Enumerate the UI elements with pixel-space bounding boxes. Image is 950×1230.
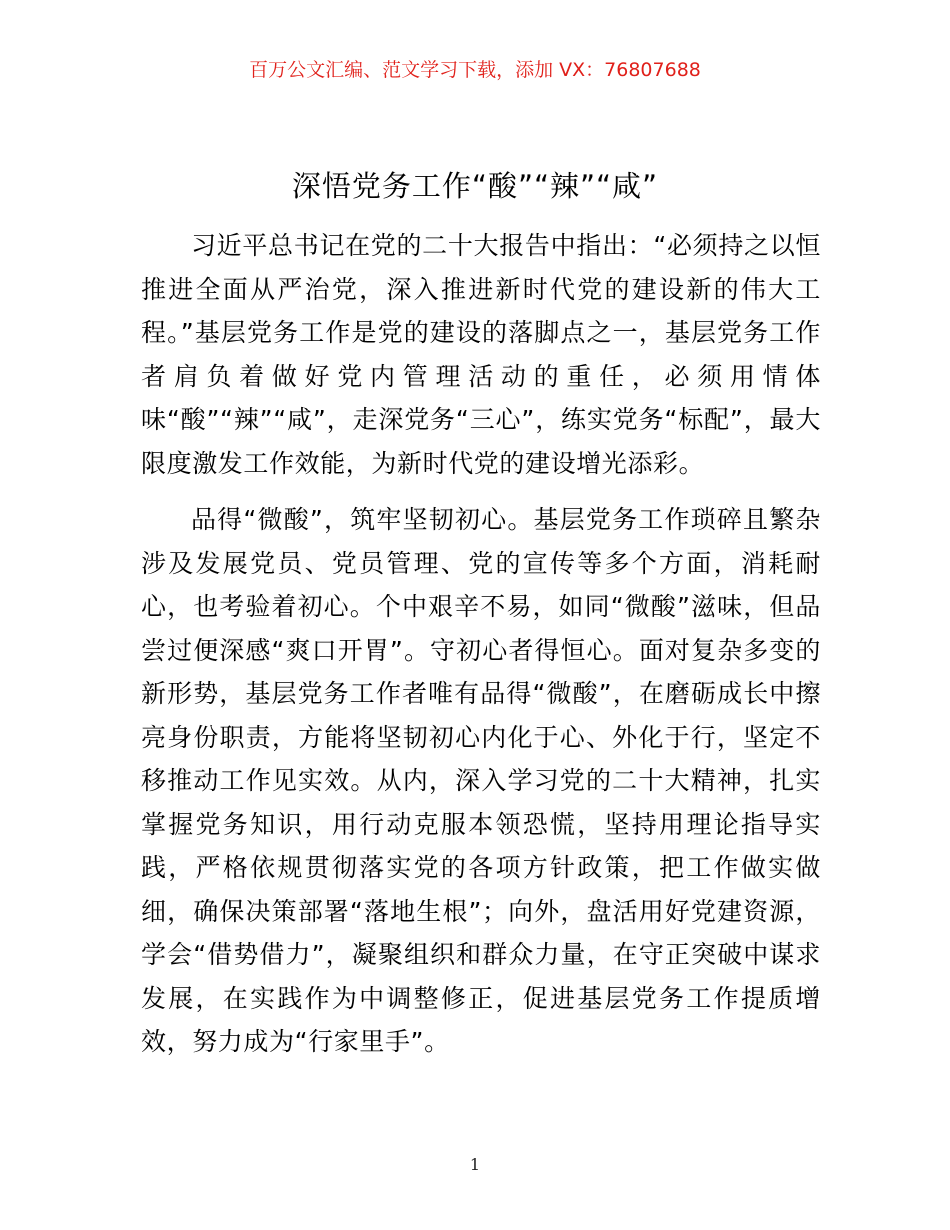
page-number: 1 [469, 1155, 481, 1174]
header-notice: 百万公文汇编、范文学习下载，添加 VX：76807688 [249, 59, 701, 81]
paragraph-intro: 习近平总书记在党的二十大报告中指出：“必须持之以恒推进全面从严治党，深入推进新时代党的建设新的伟大工程。”基层党务工作是党的建设的落脚点之一，基层党务工作者肩负着做好党内管理活动的重任，必须用情体味“酸”“辣”“咸”，走深党务“三心”，练实党务“标配”，最大限度激发工作效能，为新时代党的建设增光添彩。 [141, 231, 821, 478]
paragraph-sour: 品得“微酸”，筑牢坚韧初心。基层党务工作琐碎且繁杂涉及发展党员、党员管理、党的宣传等多个方面，消耗耐心，也考验着初心。个中艰辛不易，如同“微酸”滋味，但品尝过便深感“爽口开胃”。守初心者得恒心。面对复杂多变的新形势，基层党务工作者唯有品得“微酸”，在磨砺成长中擦亮身份职责，方能将坚韧初心内化于心、外化于行，坚定不移推动工作见实效。从内，深入学习党的二十大精神，扎实掌握党务知识，用行动克服本领恐慌，坚持用理论指导实践，严格依规贯彻落实党的各项方针政策，把工作做实做细，确保决策部署“落地生根”；向外，盘活用好党建资源，学会“借势借力”，凝聚组织和群众力量，在守正突破中谋求发展，在实践作为中调整修正，促进基层党务工作提质增效，努力成为“行家里手”。 [141, 505, 821, 1056]
document-title: 深悟党务工作“酸”“辣”“咸” [291, 169, 659, 203]
document-body [141, 224, 821, 1077]
